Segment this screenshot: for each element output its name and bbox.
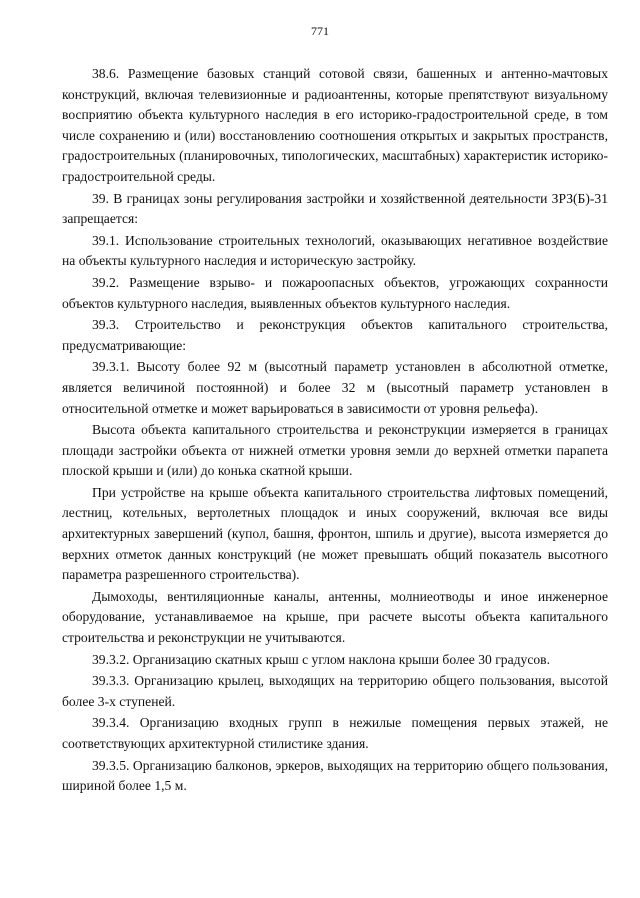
document-body (62, 64, 608, 797)
page-number: 771 (311, 24, 329, 38)
paragraph-39-2: 39.2. Размещение взрыво- и пожароопасных объектов, угрожающих сохранности объектов культурного наследия, выявленных объектов культурного наследия. (62, 274, 608, 311)
paragraph-39: 39. В границах зоны регулирования застройки и хозяйственной деятельности ЗРЗ(Б)-31 запрещается: (62, 190, 608, 227)
paragraph-height-measurement: Высота объекта капитального строительства и реконструкции измеряется в границах площади застройки объекта от нижней отметки уровня земли до верхней отметки парапета плоской крыши и (или) до конька скатной крыши. (62, 422, 608, 479)
paragraph-roof-equipment: Дымоходы, вентиляционные каналы, антенны, молниеотводы и иное инженерное оборудование, устанавливаемое на крыше, при расчете высоты объекта капитального строительства и реконструкции не учитываются. (62, 588, 608, 646)
paragraph-39-1: 39.1. Использование строительных технологий, оказывающих негативное воздействие на объекты культурного наследия и историческую застройку. (62, 232, 608, 269)
paragraph-38-6: 38.6. Размещение базовых станций сотовой связи, башенных и антенно-мачтовых конструкций, включая телевизионные и радиоантенны, которые препятствуют визуальному восприятию объекта культурного наследия в его историко-градостроительной среде, в том числе сохранению и (или) восстановлению соотношения открытых и закрытых пространств, градостроительных (планировочных, типологических, масштабных) характеристик историко-градостроительной среды. (62, 66, 608, 184)
paragraph-39-3-5: 39.3.5. Организацию балконов, эркеров, выходящих на территорию общего пользования, шириной более 1,5 м. (62, 757, 608, 794)
paragraph-39-3-1: 39.3.1. Высоту более 92 м (высотный параметр установлен в абсолютной отметке, является величиной постоянной) и более 32 м (высотный параметр установлен в относительной отметке и может варьироваться в зависимости от уровня рельефа). (62, 359, 608, 416)
paragraph-39-3: 39.3. Строительство и реконструкция объектов капитального строительства, предусматривающие: (62, 317, 608, 353)
paragraph-roof-structures: При устройстве на крыше объекта капитального строительства лифтовых помещений, лестниц, котельных, вертолетных площадок и иных сооружений, включая все виды архитектурных завершений (купол, башня, фронтон, шпиль и другие), высота измеряется до верхних отметок данных конструкций (не может превышать общий показатель высотного параметра разрешенного строительства). (62, 484, 608, 583)
paragraph-39-3-4: 39.3.4. Организацию входных групп в нежилые помещения первых этажей, не соответствующих архитектурной стилистике здания. (62, 715, 608, 751)
paragraph-39-3-3: 39.3.3. Организацию крылец, выходящих на территорию общего пользования, высотой более 3-х ступеней. (62, 673, 608, 709)
paragraph-39-3-2: 39.3.2. Организацию скатных крыш с углом наклона крыши более 30 градусов. (92, 651, 550, 667)
